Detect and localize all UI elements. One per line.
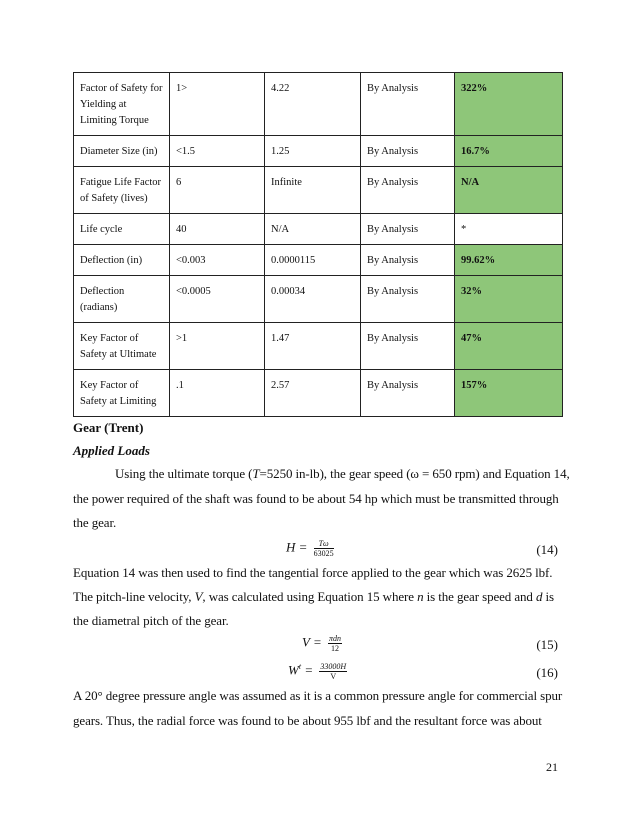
result-cell: 32% [455, 276, 563, 323]
section-heading: Gear (Trent) [73, 420, 144, 435]
result-cell: 322% [455, 73, 563, 136]
fraction-denominator: 12 [330, 644, 339, 653]
superscript-t: t [298, 662, 302, 672]
paragraph-2-line-1: Equation 14 was then used to find the tangential force applied to the gear which was 2625 lbf. [73, 565, 553, 580]
paragraph-1-line-3: the gear. [73, 515, 117, 530]
result-cell: 157% [455, 370, 563, 417]
subsection-heading: Applied Loads [73, 443, 150, 458]
method-cell: By Analysis [361, 214, 455, 245]
text-span: The pitch-line velocity, [73, 589, 195, 604]
method-cell: By Analysis [361, 73, 455, 136]
paragraph-3-line-1: A 20° degree pressure angle was assumed as it is a common pressure angle for commercial spur [73, 688, 563, 703]
paragraph-1-line-2: the power required of the shaft was found to be about 54 hp which must be transmitted through [73, 491, 559, 506]
target-value-cell: <1.5 [170, 136, 265, 167]
method-cell: By Analysis [361, 323, 455, 370]
equation-equals: = [301, 662, 314, 678]
requirement-name-cell: Factor of Safety for Yielding at Limiting Torque [74, 73, 170, 136]
fraction-denominator: 63025 [313, 549, 334, 558]
fraction-denominator: V [330, 672, 337, 681]
requirement-name-cell: Life cycle [74, 214, 170, 245]
equation-fraction [328, 634, 342, 653]
actual-value-cell: 0.0000115 [265, 245, 361, 276]
actual-value-cell: 0.00034 [265, 276, 361, 323]
target-value-cell: 1> [170, 73, 265, 136]
method-cell: By Analysis [361, 167, 455, 214]
equation-lhs: H = [286, 539, 308, 555]
target-value-cell: >1 [170, 323, 265, 370]
paragraph-2-line-2 [73, 589, 554, 605]
page-number: 21 [546, 760, 558, 774]
table-row [74, 214, 563, 245]
requirement-name-cell: Key Factor of Safety at Ultimate [74, 323, 170, 370]
result-cell: N/A [455, 167, 563, 214]
method-cell: By Analysis [361, 276, 455, 323]
paragraph-3-line-2: gears. Thus, the radial force was found to be about 955 lbf and the resultant force was about [73, 713, 542, 728]
equation-fraction [319, 662, 347, 681]
text-span: =5250 in-lb), the gear speed (ω = 650 rpm) and Equation 14, [259, 466, 570, 481]
target-value-cell: .1 [170, 370, 265, 417]
paragraph-1-line-1 [115, 466, 570, 482]
results-table-body [74, 73, 563, 417]
requirement-name-cell: Diameter Size (in) [74, 136, 170, 167]
table-row [74, 167, 563, 214]
table-row [74, 245, 563, 276]
variable-d: d [535, 589, 543, 604]
equation-lhs-W: W [288, 662, 299, 678]
result-cell: 16.7% [455, 136, 563, 167]
requirement-name-cell: Key Factor of Safety at Limiting [74, 370, 170, 417]
actual-value-cell: N/A [265, 214, 361, 245]
fraction-numerator: Tω [314, 539, 334, 549]
equation-16 [288, 662, 347, 681]
fraction-numerator: πdn [328, 634, 341, 643]
variable-T: T [252, 466, 260, 481]
method-cell: By Analysis [361, 136, 455, 167]
text-span: is the gear speed and [423, 589, 536, 604]
table-row [74, 73, 563, 136]
actual-value-cell: 4.22 [265, 73, 361, 136]
equation-15 [302, 634, 342, 653]
result-cell: * [455, 214, 563, 245]
result-cell: 99.62% [455, 245, 563, 276]
variable-n: n [417, 589, 424, 604]
target-value-cell: 6 [170, 167, 265, 214]
table-row [74, 323, 563, 370]
result-cell: 47% [455, 323, 563, 370]
variable-V: V [194, 589, 203, 604]
actual-value-cell: 1.47 [265, 323, 361, 370]
table-row [74, 276, 563, 323]
target-value-cell: <0.0005 [170, 276, 265, 323]
fraction-numerator: 33000H [320, 662, 347, 671]
equation-fraction [314, 539, 334, 558]
requirement-name-cell: Deflection (radians) [74, 276, 170, 323]
equation-lhs: V = [302, 634, 322, 650]
equation-number-15: (15) [536, 637, 558, 652]
actual-value-cell: 1.25 [265, 136, 361, 167]
target-value-cell: <0.003 [170, 245, 265, 276]
method-cell: By Analysis [361, 245, 455, 276]
equation-number-14: (14) [536, 542, 558, 557]
requirement-name-cell: Deflection (in) [74, 245, 170, 276]
equation-number-16: (16) [536, 665, 558, 680]
target-value-cell: 40 [170, 214, 265, 245]
text-span: is [542, 589, 555, 604]
text-span: Using the ultimate torque ( [115, 466, 253, 481]
equation-14 [286, 539, 334, 558]
actual-value-cell: Infinite [265, 167, 361, 214]
table-row [74, 136, 563, 167]
actual-value-cell: 2.57 [265, 370, 361, 417]
method-cell: By Analysis [361, 370, 455, 417]
paragraph-2-line-3: the diametral pitch of the gear. [73, 613, 229, 628]
text-span: , was calculated using Equation 15 where [202, 589, 418, 604]
results-table [73, 72, 563, 417]
table-row [74, 370, 563, 417]
requirement-name-cell: Fatigue Life Factor of Safety (lives) [74, 167, 170, 214]
